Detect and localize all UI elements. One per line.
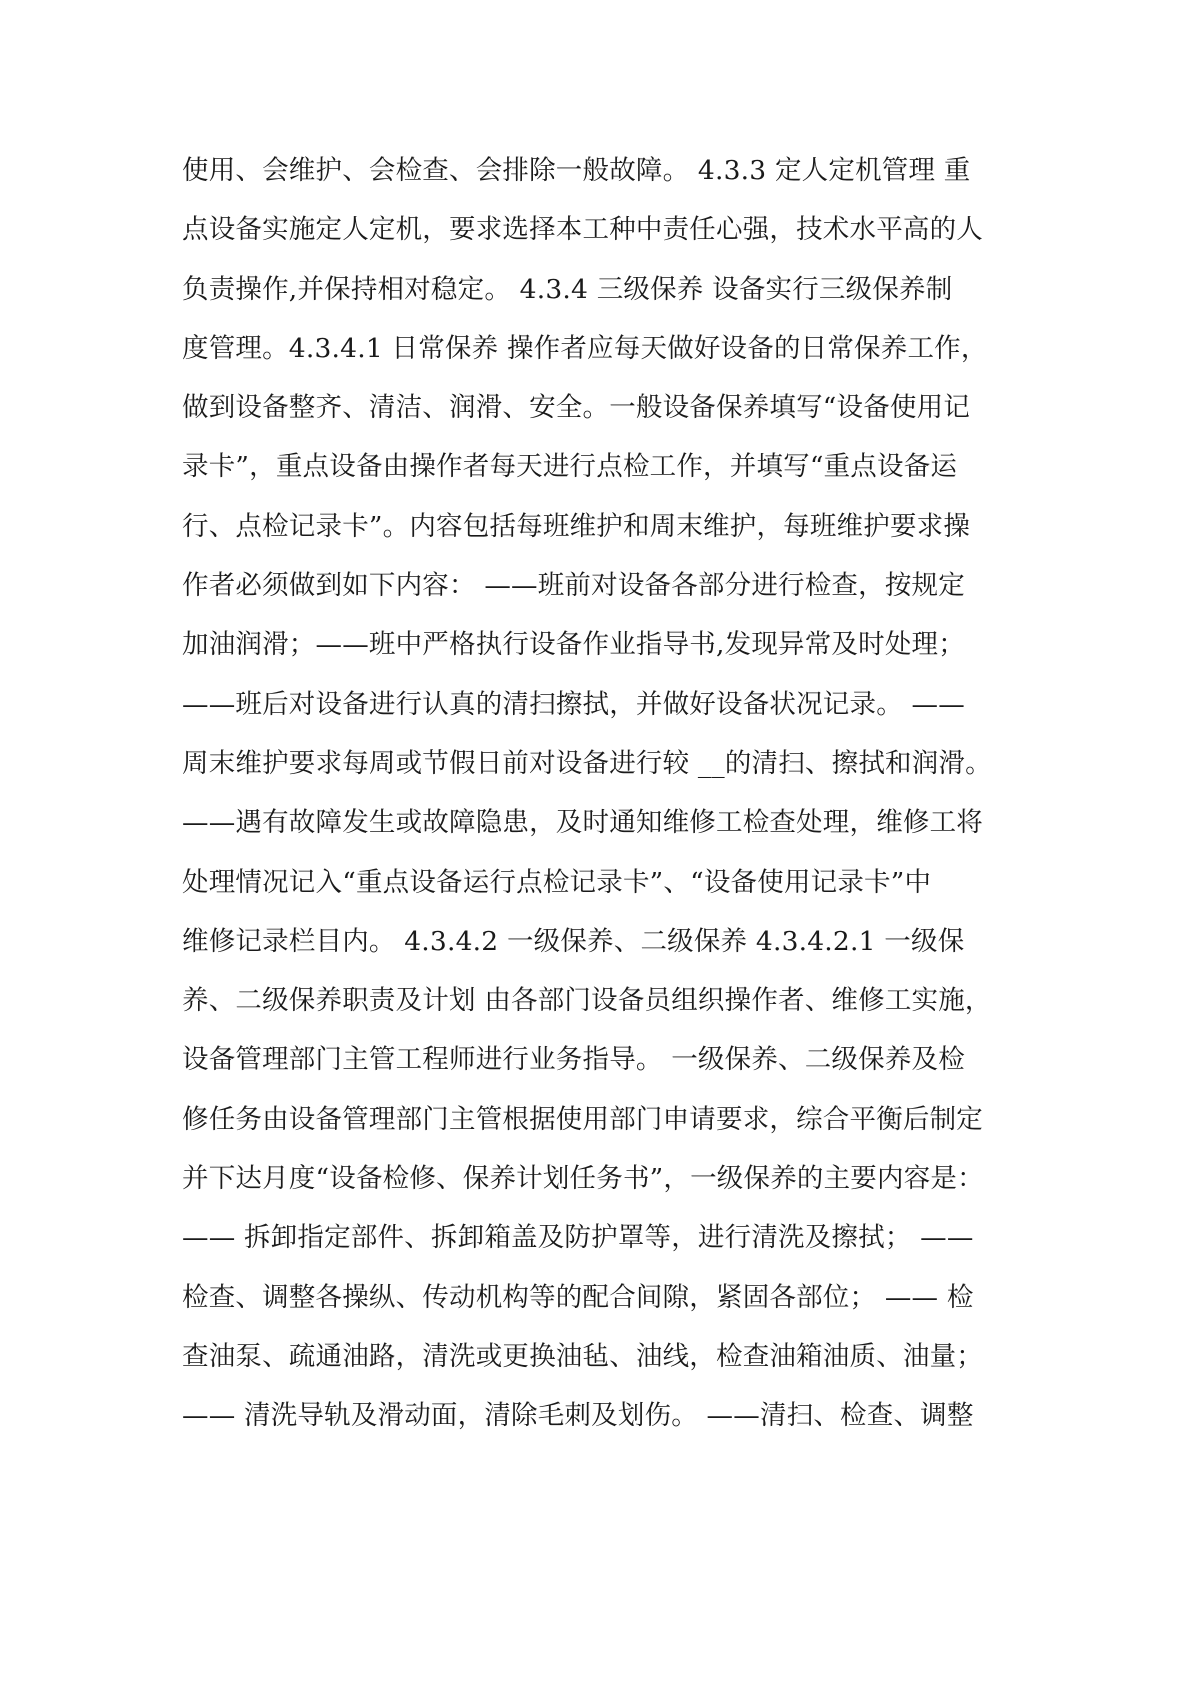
text-line: —— 清洗导轨及滑动面，清除毛刺及划伤。 ——清扫、检查、调整 — [182, 1400, 974, 1432]
text-line: ——遇有故障发生或故障隐患，及时通知维修工检查处理，维修工将 — [182, 807, 983, 839]
text-line: 作者必须做到如下内容： ——班前对设备各部分进行检查，按规定 — [182, 570, 965, 602]
text-line: 加油润滑；——班中严格执行设备作业指导书,发现异常及时处理； — [182, 629, 965, 661]
text-line: 周末维护要求每周或节假日前对设备进行较 __的清扫、擦拭和润滑。 — [182, 747, 992, 779]
text-line: 度管理。4.3.4.1 日常保养 操作者应每天做好设备的日常保养工作， — [182, 332, 988, 364]
text-line: 设备管理部门主管工程师进行业务指导。 一级保养、二级保养及检 — [182, 1044, 965, 1076]
body-text — [182, 150, 1022, 1455]
text-line: 维修记录栏目内。 4.3.4.2 一级保养、二级保养 4.3.4.2.1 一级保 — [182, 925, 965, 957]
text-line: 做到设备整齐、清洁、润滑、安全。一般设备保养填写“设备使用记 — [182, 392, 971, 424]
text-line: 负责操作,并保持相对稳定。 4.3.4 三级保养 设备实行三级保养制 — [182, 273, 953, 305]
text-line: 查油泵、疏通油路，清洗或更换油毡、油线，检查油箱油质、油量； — [182, 1340, 983, 1372]
text-line: 点设备实施定人定机，要求选择本工种中责任心强，技术水平高的人 — [182, 214, 983, 246]
text-line: ——班后对设备进行认真的清扫擦拭，并做好设备状况记录。 —— — [182, 688, 965, 720]
text-line: 检查、调整各操纵、传动机构等的配合间隙，紧固各部位； —— 检 — [182, 1281, 974, 1313]
text-line: 行、点检记录卡”。内容包括每班维护和周末维护，每班维护要求操 — [182, 510, 971, 542]
text-line: —— 拆卸指定部件、拆卸箱盖及防护罩等，进行清洗及擦拭； —— — [182, 1222, 974, 1254]
text-line: 录卡”，重点设备由操作者每天进行点检工作，并填写“重点设备运 — [182, 451, 958, 483]
text-line: 并下达月度“设备检修、保养计划任务书”，一级保养的主要内容是： — [182, 1163, 984, 1195]
text-line: 使用、会维护、会检查、会排除一般故障。 4.3.3 定人定机管理 重 — [182, 155, 971, 186]
text-line: 处理情况记入“重点设备运行点检记录卡”、“设备使用记录卡”中 — [182, 866, 932, 898]
text-line: 修任务由设备管理部门主管根据使用部门申请要求，综合平衡后制定 — [182, 1103, 983, 1135]
text-line: 养、二级保养职责及计划 由各部门设备员组织操作者、维修工实施， — [182, 985, 992, 1017]
